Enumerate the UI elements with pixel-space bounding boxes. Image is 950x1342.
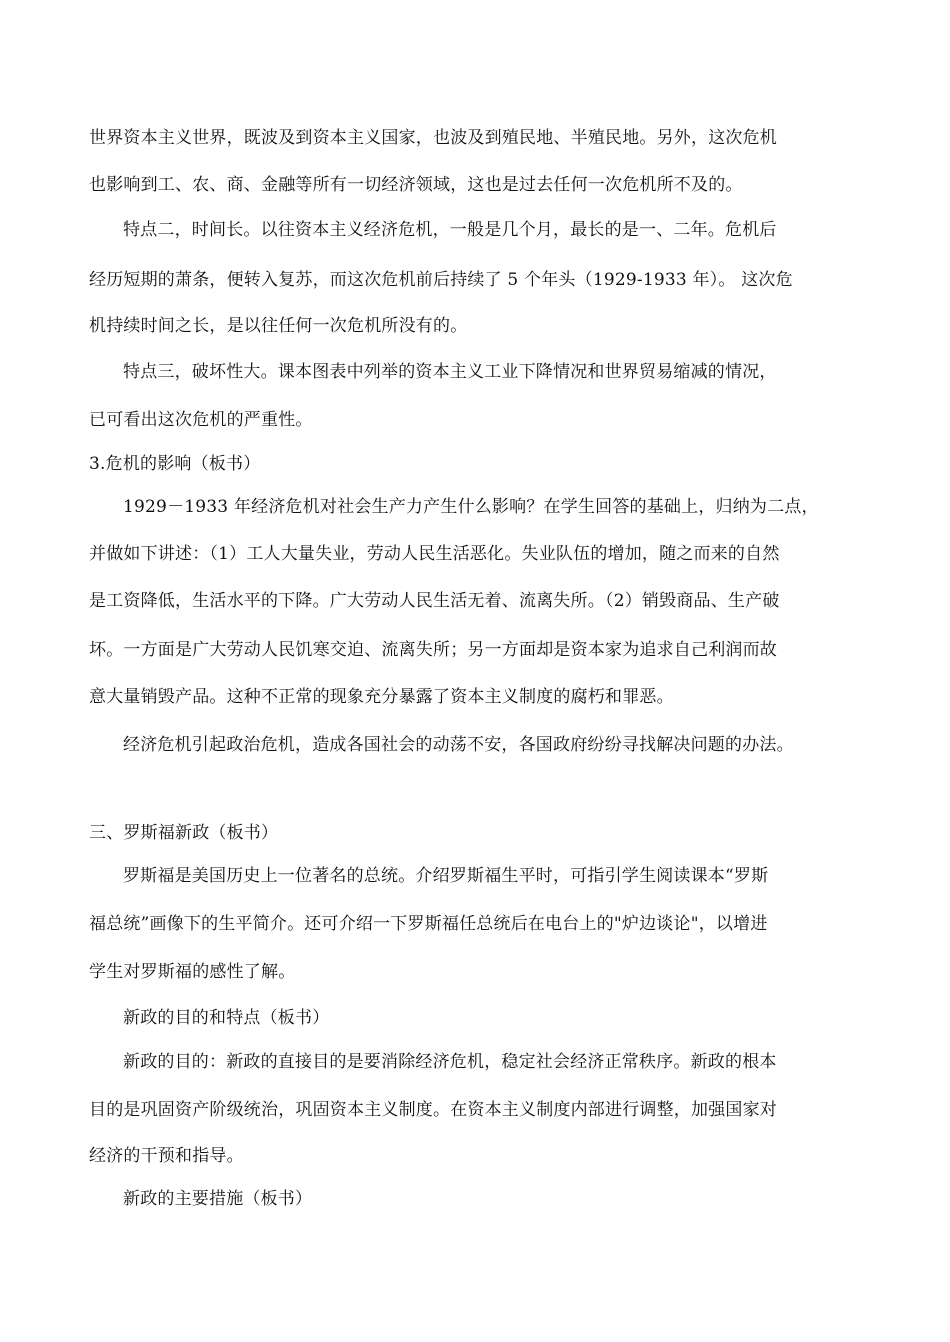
- paragraph-line: 福总统”画像下的生平简介。还可介绍一下罗斯福任总统后在电台上的"炉边谈论"，以增进: [89, 914, 768, 934]
- paragraph-line: 新政的目的：新政的直接目的是要消除经济危机，稳定社会经济正常秩序。新政的根本: [123, 1052, 777, 1072]
- paragraph-line: 学生对罗斯福的感性了解。: [89, 962, 296, 982]
- paragraph-line: 目的是巩固资产阶级统治，巩固资本主义制度。在资本主义制度内部进行调整，加强国家对: [89, 1100, 777, 1120]
- paragraph-line: 坏。一方面是广大劳动人民饥寒交迫、流离失所；另一方面却是资本家为追求自己利润而故: [89, 640, 777, 660]
- paragraph-line: 经济的干预和指导。: [89, 1146, 244, 1166]
- paragraph-line: 意大量销毁产品。这种不正常的现象充分暴露了资本主义制度的腐朽和罪恶。: [89, 687, 674, 707]
- paragraph-line: 1929－1933 年经济危机对社会生产力产生什么影响？在学生回答的基础上，归纳为二点，: [123, 497, 819, 517]
- paragraph-line: 已可看出这次危机的严重性。: [89, 410, 313, 430]
- paragraph-line: 并做如下讲述：（1）工人大量失业，劳动人民生活恶化。失业队伍的增加，随之而来的自然: [89, 544, 780, 564]
- paragraph-line: 经历短期的萧条，便转入复苏，而这次危机前后持续了 5 个年头（1929-1933 年）。 这次危: [89, 270, 793, 290]
- paragraph-line: 特点三，破坏性大。课本图表中列举的资本主义工业下降情况和世界贸易缩减的情况，: [123, 362, 777, 382]
- section-heading: 三、罗斯福新政（板书）: [89, 823, 279, 843]
- paragraph-line: 特点二，时间长。以往资本主义经济危机，一般是几个月，最长的是一、二年。危机后: [123, 220, 777, 240]
- paragraph-line: 世界资本主义世界，既波及到资本主义国家，也波及到殖民地、半殖民地。另外，这次危机: [89, 128, 777, 148]
- subsection-heading: 新政的主要措施（板书）: [123, 1189, 313, 1209]
- paragraph-line: 经济危机引起政治危机，造成各国社会的动荡不安，各国政府纷纷寻找解决问题的办法。: [123, 735, 794, 755]
- paragraph-line: 机持续时间之长，是以往任何一次危机所没有的。: [89, 316, 468, 336]
- paragraph-line: 罗斯福是美国历史上一位著名的总统。介绍罗斯福生平时，可指引学生阅读课本“罗斯: [123, 866, 769, 886]
- subsection-heading: 新政的目的和特点（板书）: [123, 1008, 330, 1028]
- paragraph-line: 也影响到工、农、商、金融等所有一切经济领域，这也是过去任何一次危机所不及的。: [89, 175, 743, 195]
- section-heading: 3.危机的影响（板书）: [89, 454, 261, 474]
- paragraph-line: 是工资降低，生活水平的下降。广大劳动人民生活无着、流离失所。（2）销毁商品、生产破: [89, 591, 780, 611]
